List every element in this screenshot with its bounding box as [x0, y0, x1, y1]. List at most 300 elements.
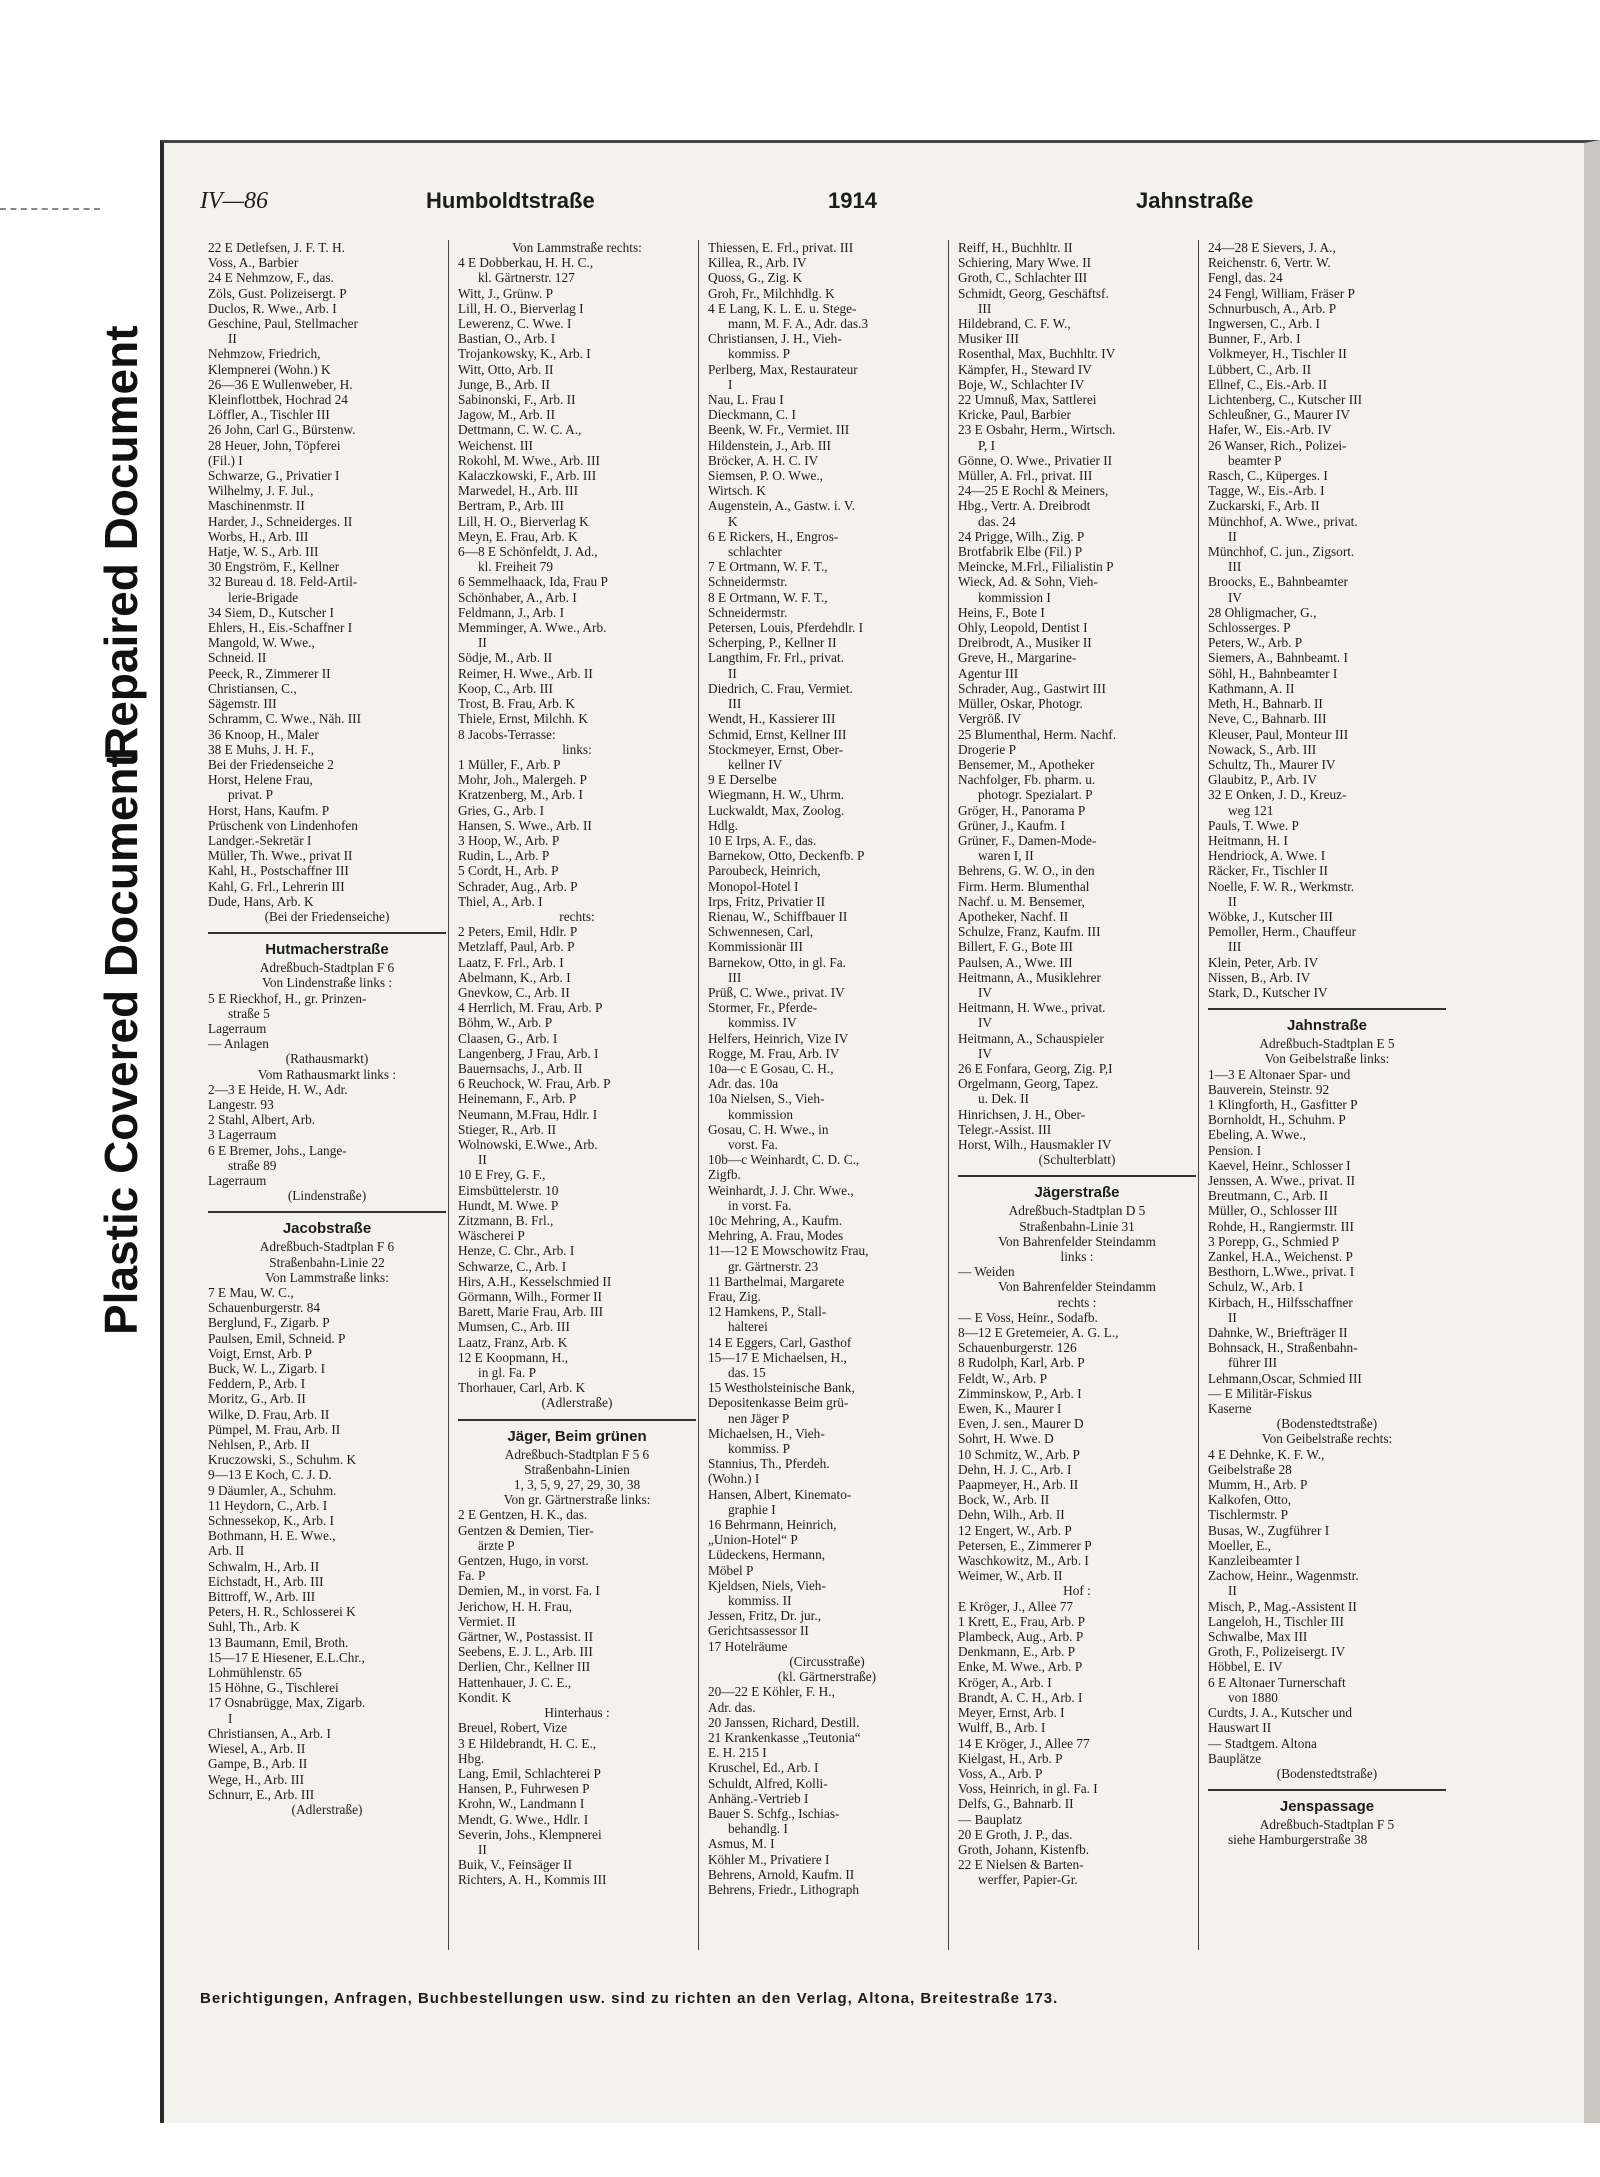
directory-line: 11 Heydorn, C., Arb. I	[208, 1497, 328, 1513]
directory-line: links :	[1060, 1249, 1094, 1264]
directory-line: Straßenbahn-Linie 31	[1019, 1218, 1135, 1234]
directory-line: Neve, C., Bahnarb. III	[1208, 711, 1327, 727]
directory-line: Prüschenk von Lindenhofen	[208, 817, 358, 833]
directory-line: kellner IV	[728, 756, 783, 772]
directory-line: Stannius, Th., Pferdeh.	[708, 1456, 830, 1472]
directory-line: Frau, Zig.	[708, 1289, 761, 1305]
directory-line: Bauernsachs, J., Arb. II	[458, 1060, 583, 1076]
directory-line: 12 Engert, W., Arb. P	[958, 1522, 1072, 1538]
directory-line: Rohde, H., Rangiermstr. III	[1208, 1218, 1354, 1234]
directory-line: E. H. 215 I	[708, 1745, 767, 1761]
directory-line: 10 E Irps, A. F., das.	[708, 832, 817, 848]
directory-line: Feddern, P., Arb. I	[208, 1376, 306, 1392]
directory-line: Moritz, G., Arb. II	[208, 1391, 306, 1407]
directory-line: Lagerraum	[208, 1172, 267, 1188]
directory-line: Mendt, G. Wwe., Hdlr. I	[458, 1811, 589, 1827]
street-section-title: Jacobstraße	[282, 1220, 372, 1238]
directory-line: Drogerie P	[958, 741, 1016, 757]
directory-line: 1 Müller, F., Arb. P	[458, 756, 561, 772]
directory-line: Ehlers, H., Eis.-Schaffner I	[208, 620, 353, 636]
directory-line: Voigt, Ernst, Arb. P	[208, 1345, 312, 1361]
directory-line: Hbg., Vertr. A. Dreibrodt	[958, 498, 1091, 514]
directory-line: Schulze, Franz, Kaufm. III	[958, 924, 1101, 940]
directory-line: Hattenhauer, J. C. E.,	[458, 1674, 572, 1690]
directory-line: 6 Semmelhaack, Ida, Frau P	[458, 574, 608, 590]
directory-line: 9 Däumler, A., Schuhm.	[208, 1482, 337, 1498]
directory-line: Thiel, A., Arb. I	[458, 893, 543, 909]
directory-line: 8—12 E Gretemeier, A. G. L.,	[958, 1325, 1119, 1341]
directory-line: IV	[978, 1015, 993, 1031]
directory-line: Agentur III	[958, 665, 1019, 681]
directory-line: Müller, A. Frl., privat. III	[958, 468, 1093, 484]
directory-line: Wendt, H., Kassierer III	[708, 711, 836, 727]
directory-line: Kielgast, H., Arb. P	[958, 1750, 1063, 1766]
directory-column-4	[950, 240, 1196, 1950]
directory-line: (Circusstraße)	[789, 1653, 865, 1669]
directory-line: Von gr. Gärtnerstraße links:	[503, 1492, 651, 1508]
directory-line: Fa. P	[458, 1568, 486, 1584]
directory-line: Zigfb.	[708, 1167, 741, 1183]
directory-line: Abelmann, K., Arb. I	[458, 969, 571, 985]
directory-line: 1 Krett, E., Frau, Arb. P	[958, 1613, 1086, 1629]
directory-line: Paroubeck, Heinrich,	[708, 863, 821, 879]
directory-line: Dude, Hans, Arb. K	[208, 893, 314, 909]
directory-line: Weimer, W., Arb. II	[958, 1568, 1063, 1584]
directory-line: 13 Baumann, Emil, Broth.	[208, 1634, 349, 1650]
directory-line: Asmus, M. I	[708, 1836, 775, 1852]
directory-line: 15—17 E Hiesener, E.L.Chr.,	[208, 1649, 365, 1665]
directory-line: 5 Cordt, H., Arb. P	[458, 863, 559, 879]
directory-line: kl. Freiheit 79	[478, 559, 553, 575]
directory-line: Schauenburgerstr. 84	[208, 1300, 321, 1316]
directory-line: 2 Stahl, Albert, Arb.	[208, 1112, 316, 1128]
directory-line: Behrens, Friedr., Lithograph	[708, 1881, 860, 1897]
section-divider	[208, 1211, 446, 1213]
directory-line: Lill, H. O., Bierverlag I	[458, 300, 584, 316]
directory-line: Bei der Friedenseiche 2	[208, 756, 334, 772]
directory-line: Groth, Johann, Kistenfb.	[958, 1841, 1090, 1857]
directory-line: Schneidermstr.	[708, 604, 788, 620]
directory-line: Claasen, G., Arb. I	[458, 1030, 558, 1046]
column-divider	[698, 240, 699, 1950]
directory-line: Vom Rathausmarkt links :	[257, 1066, 397, 1082]
directory-line: in gl. Fa. P	[478, 1365, 536, 1381]
directory-line: Dahnke, W., Briefträger II	[1208, 1325, 1348, 1341]
directory-line: Voss, Heinrich, in gl. Fa. I	[958, 1781, 1098, 1797]
directory-line: Zuckarski, F., Arb. II	[1208, 498, 1320, 514]
directory-line: Hundt, M. Wwe. P	[458, 1197, 559, 1213]
directory-line: 10 Schmitz, W., Arb. P	[958, 1446, 1080, 1462]
directory-line: IV	[1228, 589, 1243, 605]
directory-line: vorst. Fa.	[728, 1136, 778, 1152]
directory-line: 8 E Ortmann, W. F. T.,	[708, 589, 828, 605]
directory-line: Breutmann, C., Arb. II	[1208, 1188, 1329, 1204]
directory-line: Langestr. 93	[208, 1096, 274, 1112]
directory-line: Billert, F. G., Bote III	[958, 939, 1073, 955]
directory-line: 4 E Dehnke, K. F. W.,	[1208, 1446, 1325, 1462]
directory-line: Seebens, E. J. L., Arb. III	[458, 1644, 593, 1660]
repaired-document-label: Repaired Document	[95, 325, 147, 760]
directory-line: Bastian, O., Arb. I	[458, 331, 556, 347]
directory-line: Thiele, Ernst, Milchh. K	[458, 711, 588, 727]
directory-line: 11—12 E Mowschowitz Frau,	[708, 1243, 869, 1259]
directory-line: Jenssen, A. Wwe., privat. II	[1208, 1172, 1356, 1188]
directory-line: 22 Umnuß, Max, Sattlerei	[958, 392, 1097, 408]
street-section-title: Jenspassage	[1279, 1798, 1375, 1816]
directory-line: Münchhof, C. jun., Zigsort.	[1208, 544, 1355, 560]
directory-line: Hirs, A.H., Kesselschmied II	[458, 1273, 612, 1289]
directory-line: Vermiet. II	[458, 1613, 516, 1629]
directory-line: straße 89	[228, 1157, 277, 1173]
directory-line: Grüner, F., Damen-Mode-	[958, 832, 1097, 848]
directory-line: nen Jäger P	[728, 1410, 790, 1426]
directory-line: schlachter	[728, 544, 782, 560]
directory-line: Kruschel, Ed., Arb. I	[708, 1760, 819, 1776]
directory-line: Volkmeyer, H., Tischler II	[1208, 346, 1347, 362]
column-divider	[948, 240, 949, 1950]
column-divider	[1198, 240, 1199, 1950]
directory-line: Adr. das.	[708, 1699, 756, 1715]
directory-line: Straßenbahn-Linie 22	[269, 1254, 385, 1270]
directory-line: 5 E Rieckhof, H., gr. Prinzen-	[208, 990, 367, 1006]
directory-line: Denkmann, E., Arb. P	[958, 1644, 1076, 1660]
directory-line: das. 15	[728, 1365, 766, 1381]
directory-line: Lüdeckens, Hermann,	[708, 1547, 826, 1563]
directory-line: 11 Barthelmai, Margarete	[708, 1273, 845, 1289]
directory-line: in vorst. Fa.	[728, 1197, 792, 1213]
directory-line: Thorhauer, Carl, Arb. K	[458, 1380, 586, 1396]
directory-line: Bittroff, W., Arb. III	[208, 1589, 316, 1605]
directory-line: 20 E Groth, J. P., das.	[958, 1826, 1073, 1842]
directory-line: 8 Rudolph, Karl, Arb. P	[958, 1355, 1085, 1371]
plastic-covered-document-label: Plastic Covered Document	[95, 752, 147, 1335]
directory-line: Böhm, W., Arb. P	[458, 1015, 553, 1031]
directory-line: Memminger, A. Wwe., Arb.	[458, 620, 607, 636]
directory-line: 34 Siem, D., Kutscher I	[208, 604, 334, 620]
directory-line: 1 Klingforth, H., Gasfitter P	[1208, 1096, 1358, 1112]
directory-line: Rogge, M. Frau, Arb. IV	[708, 1045, 840, 1061]
directory-line: Dehn, Wilh., Arb. II	[958, 1507, 1065, 1523]
directory-line: 3 Porepp, G., Schmied P	[1208, 1233, 1340, 1249]
directory-line: IV	[978, 984, 993, 1000]
directory-line: Pemoller, Herm., Chauffeur	[1208, 924, 1357, 940]
directory-line: Wiegmann, H. W., Uhrm.	[708, 787, 845, 803]
directory-line: Mohr, Joh., Malergeh. P	[458, 772, 587, 788]
directory-line: Meth, H., Bahnarb. II	[1208, 696, 1323, 712]
directory-line: Voss, A., Barbier	[208, 255, 299, 271]
directory-line: Busas, W., Zugführer I	[1208, 1522, 1330, 1538]
directory-line: (kl. Gärtnerstraße)	[777, 1669, 877, 1685]
directory-line: Weinhardt, J. J. Chr. Wwe.,	[708, 1182, 854, 1198]
page-number: IV—86	[200, 188, 268, 214]
directory-line: Schiering, Mary Wwe. II	[958, 255, 1092, 271]
directory-line: Nachf. u. M. Bensemer,	[958, 893, 1085, 909]
directory-line: Adreßbuch-Stadtplan F 5	[1259, 1817, 1395, 1833]
header-street-right: Jahnstraße	[1136, 188, 1254, 213]
header-year: 1914	[828, 188, 877, 213]
directory-line: Von Geibelstraße rechts:	[1261, 1431, 1393, 1447]
directory-line: Ohly, Leopold, Dentist I	[958, 620, 1088, 636]
directory-line: Laatz, F. Frl., Arb. I	[458, 954, 564, 970]
directory-line: straße 5	[228, 1005, 270, 1021]
directory-line: Tagge, W., Eis.-Arb. I	[1208, 483, 1325, 499]
directory-line: Hinterhaus :	[544, 1705, 610, 1721]
directory-line: (Rathausmarkt)	[285, 1051, 369, 1067]
directory-line: Helfers, Heinrich, Vize IV	[708, 1030, 849, 1046]
directory-line: Irps, Fritz, Privatier II	[708, 893, 826, 909]
directory-line: 15—17 E Michaelsen, H.,	[708, 1349, 847, 1365]
directory-line: Hansen, Albert, Kinemato-	[708, 1486, 852, 1502]
directory-line: werffer, Papier-Gr.	[978, 1872, 1078, 1888]
directory-line: Wirtsch. K	[708, 483, 766, 499]
directory-line: Suhl, Th., Arb. K	[208, 1619, 300, 1635]
directory-line: führer III	[1228, 1355, 1278, 1371]
directory-line: 10b—c Weinhardt, C. D. C.,	[708, 1152, 860, 1168]
directory-line: Curdts, J. A., Kutscher und	[1208, 1705, 1353, 1721]
directory-line: Enke, M. Wwe., Arb. P	[958, 1659, 1083, 1675]
directory-line: Müller, Oskar, Photogr.	[958, 696, 1083, 712]
directory-line: Misch, P., Mag.-Assistent II	[1208, 1598, 1357, 1614]
directory-line: Arb. II	[208, 1543, 245, 1559]
directory-line: Orgelmann, Georg, Tapez.	[958, 1076, 1099, 1092]
directory-line: Dettmann, C. W. C. A.,	[458, 422, 582, 438]
directory-line: Wieck, Ad. & Sohn, Vieh-	[958, 574, 1098, 590]
directory-line: Kalkofen, Otto,	[1208, 1492, 1292, 1508]
directory-line: Vergröß. IV	[958, 711, 1022, 727]
directory-line: Quoss, G., Zig. K	[708, 270, 803, 286]
directory-line: Weichenst. III	[458, 437, 533, 453]
directory-line: Witt, J., Grünw. P	[458, 285, 554, 301]
directory-line: Rienau, W., Schiffbauer II	[708, 908, 848, 924]
directory-line: Ebeling, A. Wwe.,	[1208, 1127, 1306, 1143]
directory-line: 17 Osnabrügge, Max, Zigarb.	[208, 1695, 366, 1711]
directory-line: Ewen, K., Maurer I	[958, 1401, 1062, 1417]
margin-dash-rule	[0, 208, 100, 210]
directory-line: E Kröger, J., Allee 77	[958, 1598, 1074, 1614]
directory-line: 6 E Bremer, Johs., Lange-	[208, 1142, 347, 1158]
directory-line: Siemsen, P. O. Wwe.,	[708, 468, 823, 484]
directory-line: Heitmann, H. I	[1208, 832, 1288, 848]
directory-line: Jessen, Fritz, Dr. jur.,	[708, 1608, 822, 1624]
directory-line: Schleußner, G., Maurer IV	[1208, 407, 1350, 423]
directory-line: Buik, V., Feinsäger II	[458, 1857, 573, 1873]
directory-line: Sohrt, H. Wwe. D	[958, 1431, 1054, 1447]
column-divider	[448, 240, 449, 1950]
directory-line: ärzte P	[478, 1537, 515, 1553]
directory-line: Müller, Th. Wwe., privat II	[208, 848, 353, 864]
directory-line: Plambeck, Aug., Arb. P	[958, 1629, 1084, 1645]
directory-line: Eichstadt, H., Arb. III	[208, 1573, 324, 1589]
directory-line: Hinrichsen, J. H., Ober-	[958, 1106, 1086, 1122]
directory-line: Musiker III	[958, 331, 1019, 347]
directory-line: Luckwaldt, Max, Zoolog.	[708, 802, 845, 818]
directory-line: II	[1228, 1583, 1237, 1599]
directory-line: Stockmeyer, Ernst, Ober-	[708, 741, 844, 757]
directory-line: — Bauplatz	[958, 1811, 1022, 1827]
directory-line: Bornholdt, H., Schuhm. P	[1208, 1112, 1346, 1128]
directory-line: Schmid, Ernst, Kellner III	[708, 726, 847, 742]
directory-line: Schulz, W., Arb. I	[1208, 1279, 1303, 1295]
directory-line: 28 Heuer, John, Töpferei	[208, 437, 341, 453]
directory-line: (Fil.) I	[208, 452, 243, 468]
directory-line: III	[978, 300, 992, 316]
directory-line: Zimminskow, P., Arb. I	[958, 1385, 1082, 1401]
directory-line: 24 Prigge, Wilh., Zig. P	[958, 528, 1085, 544]
directory-line: 24 Fengl, William, Fräser P	[1208, 285, 1355, 301]
directory-line: Nehlsen, P., Arb. II	[208, 1437, 310, 1453]
directory-line: Pension. I	[1208, 1142, 1262, 1158]
directory-line: Adreßbuch-Stadtplan D 5	[1008, 1203, 1146, 1219]
directory-line: Höbbel, E. IV	[1208, 1659, 1283, 1675]
directory-line: Schultz, Th., Maurer IV	[1208, 756, 1336, 772]
directory-line: — Weiden	[958, 1264, 1015, 1280]
directory-line: Noelle, F. W. R., Werkmstr.	[1208, 878, 1355, 894]
directory-line: Lehmann,Oscar, Schmied III	[1208, 1370, 1362, 1386]
directory-line: Barnekow, Otto, in gl. Fa.	[708, 954, 847, 970]
directory-line: Schauenburgerstr. 126	[958, 1340, 1077, 1356]
directory-line: Feldmann, J., Arb. I	[458, 604, 564, 620]
directory-line: Kaevel, Heinr., Schlosser I	[1208, 1157, 1351, 1173]
directory-line: kommission I	[978, 589, 1051, 605]
directory-line: Straßenbahn-Linien	[524, 1461, 630, 1477]
directory-line: Klein, Peter, Arb. IV	[1208, 954, 1319, 970]
directory-line: 15 Westholsteinische Bank,	[708, 1380, 855, 1396]
directory-line: Adreßbuch-Stadtplan F 6	[259, 960, 395, 976]
section-divider	[958, 1175, 1196, 1177]
directory-line: 8 Jacobs-Terrasse:	[458, 726, 556, 742]
directory-line: Adreßbuch-Stadtplan E 5	[1259, 1036, 1395, 1052]
directory-line: Kathmann, A. II	[1208, 680, 1295, 696]
directory-line: mann, M. F. A., Adr. das.3	[728, 316, 869, 332]
directory-line: 7 E Ortmann, W. F. T.,	[708, 559, 828, 575]
directory-line: u. Dek. II	[978, 1091, 1029, 1107]
directory-line: Derlien, Chr., Kellner III	[458, 1659, 591, 1675]
directory-line: Schneidermstr.	[708, 574, 788, 590]
directory-line: Gampe, B., Arb. II	[208, 1756, 308, 1772]
directory-line: Grüner, J., Kaufm. I	[958, 817, 1065, 833]
directory-line: Koop, C., Arb. III	[458, 680, 553, 696]
directory-line: Adr. das. 10a	[708, 1076, 779, 1092]
directory-line: Apotheker, Nachf. II	[958, 908, 1069, 924]
directory-line: 2 Peters, Emil, Hdlr. P	[458, 924, 578, 940]
directory-line: Broocks, E., Bahnbeamter	[1208, 574, 1348, 590]
directory-line: 9—13 E Koch, C. J. D.	[208, 1467, 332, 1483]
directory-line: 26 John, Carl G., Bürstenw.	[208, 422, 356, 438]
directory-line: — Stadtgem. Altona	[1208, 1735, 1317, 1751]
directory-line: Feldt, W., Arb. P	[958, 1370, 1048, 1386]
directory-line: II	[1228, 528, 1237, 544]
directory-line: Bröcker, A. H. C. IV	[708, 452, 819, 468]
directory-line: gr. Gärtnerstr. 23	[728, 1258, 819, 1274]
directory-line: Reichenstr. 6, Vertr. W.	[1208, 255, 1331, 271]
directory-line: Von Geibelstraße links:	[1264, 1051, 1390, 1067]
directory-line: Mangold, W. Wwe.,	[208, 635, 315, 651]
directory-line: Kommissionär III	[708, 939, 803, 955]
directory-line: Schramm, C. Wwe., Näh. III	[208, 711, 361, 727]
directory-line: Rosenthal, Max, Buchhltr. IV	[958, 346, 1116, 362]
directory-line: Pauls, T. Wwe. P	[1208, 817, 1299, 833]
directory-line: Rasch, C., Küperges. I	[1208, 468, 1328, 484]
directory-line: Wolnowski, E.Wwe., Arb.	[458, 1136, 598, 1152]
directory-line: (Bei der Friedenseiche)	[264, 908, 390, 924]
directory-line: 20 Janssen, Richard, Destill.	[708, 1714, 860, 1730]
directory-line: Peters, H. R., Schlosserei K	[208, 1604, 356, 1620]
directory-line: Hbg.	[458, 1750, 485, 1766]
directory-line: Richters, A. H., Kommis III	[458, 1872, 607, 1888]
directory-line: Lewerenz, C. Wwe. I	[458, 316, 572, 332]
directory-line: 24—28 E Sievers, J. A.,	[1208, 240, 1336, 255]
directory-line: Stark, D., Kutscher IV	[1208, 984, 1328, 1000]
directory-line: Wiesel, A., Arb. II	[208, 1741, 306, 1757]
directory-line: Henze, C. Chr., Arb. I	[458, 1243, 575, 1259]
directory-line: Schwarze, G., Privatier I	[208, 468, 340, 484]
directory-line: Metzlaff, Paul, Arb. P	[458, 939, 575, 955]
directory-line: Scherping, P., Kellner II	[708, 635, 837, 651]
directory-line: 10 E Frey, G. F.,	[458, 1167, 546, 1183]
directory-line: Killea, R., Arb. IV	[708, 255, 807, 271]
directory-line: 28 Ohligmacher, G.,	[1208, 604, 1317, 620]
directory-line: Paulsen, A., Wwe. III	[958, 954, 1073, 970]
directory-line: Langenberg, J Frau, Arb. I	[458, 1045, 599, 1061]
directory-line: halterei	[728, 1319, 768, 1335]
directory-line: Kirbach, H., Hilfsschaffner	[1208, 1294, 1353, 1310]
directory-line: 38 E Muhs, J. H. F.,	[208, 741, 315, 757]
directory-line: 24 E Nehmzow, F., das.	[208, 270, 334, 286]
directory-line: Köhler M., Privatiere I	[708, 1851, 830, 1867]
directory-line: 4 E Lang, K. L. E. u. Stege-	[708, 300, 857, 316]
directory-line: Nachfolger, Fb. pharm. u.	[958, 772, 1096, 788]
directory-line: III	[728, 696, 742, 712]
directory-line: 17 Hotelräume	[708, 1638, 788, 1654]
directory-line: 10a Nielsen, S., Vieh-	[708, 1091, 825, 1107]
directory-line: Reimer, H. Wwe., Arb. II	[458, 665, 593, 681]
directory-line: Söhl, H., Bahnbeamter I	[1208, 665, 1338, 681]
directory-line: Kricke, Paul, Barbier	[958, 407, 1071, 423]
directory-line: Hatje, W. S., Arb. III	[208, 544, 319, 560]
section-divider	[1208, 1789, 1446, 1791]
directory-line: (Wohn.) I	[708, 1471, 760, 1487]
directory-line: Kleinflottbek, Hochrad 24	[208, 392, 348, 408]
directory-line: Lohmühlenstr. 65	[208, 1665, 302, 1681]
directory-line: Zöls, Gust. Polizeisergt. P	[208, 285, 347, 301]
directory-line: (Bodenstedtstraße)	[1276, 1416, 1378, 1432]
directory-line: 36 Knoop, H., Maler	[208, 726, 319, 742]
directory-line: Waschkowitz, M., Arb. I	[958, 1553, 1089, 1569]
directory-line: IV	[978, 1045, 993, 1061]
directory-line: III	[1228, 559, 1242, 575]
directory-line: von 1880	[1228, 1689, 1278, 1705]
header-street-left: Humboldtstraße	[426, 188, 595, 213]
directory-line: kl. Gärtnerstr. 127	[478, 270, 575, 286]
directory-line: Anhäng.-Vertrieb I	[708, 1790, 809, 1806]
directory-line: Lichtenberg, C., Kutscher III	[1208, 392, 1363, 408]
directory-line: 4 E Dobberkau, H. H. C.,	[458, 255, 594, 271]
directory-line: Gerichtsassessor II	[708, 1623, 809, 1639]
directory-line: Gärtner, W., Postassist. II	[458, 1629, 594, 1645]
directory-line: Schwalm, H., Arb. II	[208, 1558, 320, 1574]
directory-line: Rokohl, M. Wwe., Arb. III	[458, 452, 600, 468]
directory-line: Meincke, M.Frl., Filialistin P	[958, 559, 1114, 575]
directory-line: Depositenkasse Beim grü-	[708, 1395, 849, 1411]
directory-line: Von Lammstraße rechts:	[512, 240, 642, 255]
directory-line: III	[728, 969, 742, 985]
directory-line: (Schulterblatt)	[1038, 1152, 1116, 1168]
directory-line: Münchhof, A. Wwe., privat.	[1208, 513, 1358, 529]
directory-line: Brandt, A. C. H., Arb. I	[958, 1689, 1083, 1705]
directory-line: Lagerraum	[208, 1020, 267, 1036]
directory-line: 12 Hamkens, P., Stall-	[708, 1304, 827, 1320]
directory-line: Von Lindenstraße links :	[261, 975, 393, 991]
